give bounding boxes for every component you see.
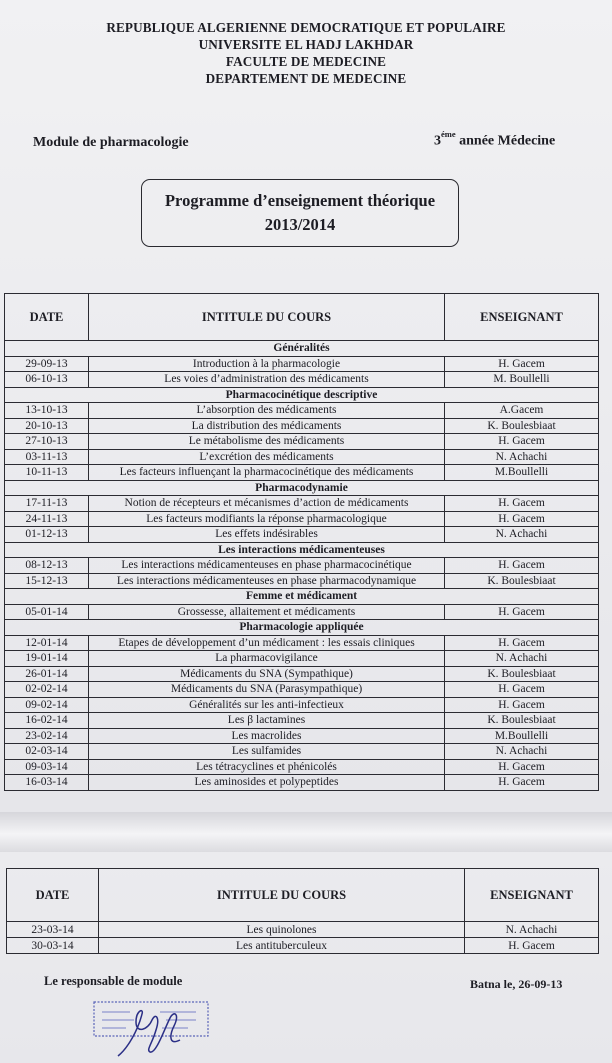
course-teacher: K. Boulesbiaat (445, 713, 599, 729)
column-header-title: INTITULE DU COURS (89, 294, 445, 341)
course-teacher: K. Boulesbiaat (445, 573, 599, 589)
course-title: L’excrétion des médicaments (89, 449, 445, 465)
course-teacher: M. Boullelli (445, 372, 599, 388)
course-title: Les β lactamines (89, 713, 445, 729)
course-title: Médicaments du SNA (Sympathique) (89, 666, 445, 682)
course-title: Les antituberculeux (99, 938, 465, 954)
course-date: 29-09-13 (5, 356, 89, 372)
header-department: DEPARTEMENT DE MEDECINE (205, 71, 407, 86)
section-title: Pharmacocinétique descriptive (5, 387, 599, 403)
course-title: L’absorption des médicaments (89, 403, 445, 419)
header-republic: REPUBLIQUE ALGERIENNE DEMOCRATIQUE ET POPULAIRE (106, 20, 506, 35)
course-title: Etapes de développement d’un médicament : les essais cliniques (89, 635, 445, 651)
course-teacher: H. Gacem (445, 697, 599, 713)
course-date: 09-02-14 (5, 697, 89, 713)
course-date: 10-11-13 (5, 465, 89, 481)
course-teacher: H. Gacem (445, 511, 599, 527)
course-date: 06-10-13 (5, 372, 89, 388)
section-row (5, 589, 599, 605)
table-header-row (7, 869, 599, 922)
course-date: 20-10-13 (5, 418, 89, 434)
table-row (5, 418, 599, 434)
course-title: Les macrolides (89, 728, 445, 744)
course-teacher: H. Gacem (445, 759, 599, 775)
course-teacher: N. Achachi (445, 744, 599, 760)
stamp-frame (94, 1002, 208, 1036)
course-title: Les effets indésirables (89, 527, 445, 543)
course-teacher: N. Achachi (465, 922, 599, 938)
module-responsible-label: Le responsable de module (44, 974, 183, 988)
course-teacher: H. Gacem (445, 434, 599, 450)
section-title: Les interactions médicamenteuses (5, 542, 599, 558)
course-title: Médicaments du SNA (Parasympathique) (89, 682, 445, 698)
stamp-and-signature (90, 1000, 212, 1060)
place-and-date: Batna le, 26-09-13 (470, 977, 563, 991)
table-row (5, 573, 599, 589)
course-title: Notion de récepteurs et mécanismes d’action de médicaments (89, 496, 445, 512)
column-header-date: DATE (5, 294, 89, 341)
column-header-teacher: ENSEIGNANT (445, 294, 599, 341)
course-title: Les aminosides et polypeptides (89, 775, 445, 791)
course-teacher: N. Achachi (445, 449, 599, 465)
course-date: 08-12-13 (5, 558, 89, 574)
course-title: Les facteurs modifiants la réponse pharmacologique (89, 511, 445, 527)
course-title: Les quinolones (99, 922, 465, 938)
course-teacher: H. Gacem (445, 558, 599, 574)
course-date: 09-03-14 (5, 759, 89, 775)
table-row (5, 635, 599, 651)
course-date: 02-02-14 (5, 682, 89, 698)
section-row (5, 387, 599, 403)
course-title: Les sulfamides (89, 744, 445, 760)
course-teacher: H. Gacem (445, 356, 599, 372)
page-separator (0, 812, 612, 852)
course-title: Les voies d’administration des médicaments (89, 372, 445, 388)
signature (118, 1011, 180, 1056)
course-teacher: H. Gacem (445, 775, 599, 791)
course-date: 23-02-14 (5, 728, 89, 744)
section-title: Généralités (5, 341, 599, 357)
course-title: Les interactions médicamenteuses en phase pharmacodynamique (89, 573, 445, 589)
course-teacher: H. Gacem (465, 938, 599, 954)
module-name: Module de pharmacologie (33, 135, 189, 150)
table-row (5, 604, 599, 620)
table-row (5, 434, 599, 450)
course-date: 16-03-14 (5, 775, 89, 791)
table-row (5, 558, 599, 574)
table-row (5, 372, 599, 388)
course-date: 15-12-13 (5, 573, 89, 589)
course-teacher: N. Achachi (445, 651, 599, 667)
section-row (5, 542, 599, 558)
section-row (5, 341, 599, 357)
header-university: UNIVERSITE EL HADJ LAKHDAR (198, 37, 414, 52)
course-date: 27-10-13 (5, 434, 89, 450)
course-date: 13-10-13 (5, 403, 89, 419)
study-year-number: 3 (434, 133, 441, 149)
table-row (5, 775, 599, 791)
course-title: Les interactions médicamenteuses en phase pharmacocinétique (89, 558, 445, 574)
course-date: 23-03-14 (7, 922, 99, 938)
table-header-row (5, 294, 599, 341)
course-date: 26-01-14 (5, 666, 89, 682)
column-header-teacher: ENSEIGNANT (465, 869, 599, 922)
course-title: La distribution des médicaments (89, 418, 445, 434)
course-teacher: H. Gacem (445, 604, 599, 620)
course-title: Grossesse, allaitement et médicaments (89, 604, 445, 620)
course-date: 16-02-14 (5, 713, 89, 729)
course-schedule-table-continued (6, 868, 599, 954)
course-date: 12-01-14 (5, 635, 89, 651)
table-row (5, 356, 599, 372)
course-date: 01-12-13 (5, 527, 89, 543)
table-row (5, 682, 599, 698)
header-faculty: FACULTE DE MEDECINE (225, 54, 387, 69)
course-teacher: H. Gacem (445, 635, 599, 651)
table-row (5, 511, 599, 527)
institution-header (0, 19, 612, 87)
table-row (5, 713, 599, 729)
table-row (5, 759, 599, 775)
table-row (5, 651, 599, 667)
course-teacher: H. Gacem (445, 682, 599, 698)
study-year-label: année Médecine (455, 133, 556, 149)
table-row (5, 496, 599, 512)
programme-title: Programme d’enseignement théorique (164, 191, 436, 210)
course-teacher: K. Boulesbiaat (445, 418, 599, 434)
course-date: 24-11-13 (5, 511, 89, 527)
course-title: Les facteurs influençant la pharmacocinétique des médicaments (89, 465, 445, 481)
course-teacher: M.Boullelli (445, 465, 599, 481)
table-row (5, 744, 599, 760)
column-header-title: INTITULE DU COURS (99, 869, 465, 922)
course-teacher: H. Gacem (445, 496, 599, 512)
course-teacher: K. Boulesbiaat (445, 666, 599, 682)
course-date: 02-03-14 (5, 744, 89, 760)
table-row (5, 527, 599, 543)
course-date: 17-11-13 (5, 496, 89, 512)
course-teacher: N. Achachi (445, 527, 599, 543)
course-teacher: A.Gacem (445, 403, 599, 419)
table-row (5, 728, 599, 744)
table-row (5, 403, 599, 419)
course-title: La pharmacovigilance (89, 651, 445, 667)
course-teacher: M.Boullelli (445, 728, 599, 744)
section-row (5, 620, 599, 636)
column-header-date: DATE (7, 869, 99, 922)
course-date: 03-11-13 (5, 449, 89, 465)
course-date: 19-01-14 (5, 651, 89, 667)
course-date: 30-03-14 (7, 938, 99, 954)
table-row (5, 449, 599, 465)
course-schedule-table (4, 293, 599, 791)
study-year-suffix: éme (441, 129, 456, 139)
course-title: Introduction à la pharmacologie (89, 356, 445, 372)
section-title: Pharmacologie appliquée (5, 620, 599, 636)
table-row (5, 666, 599, 682)
course-title: Le métabolisme des médicaments (89, 434, 445, 450)
course-title: Les tétracyclines et phénicolés (89, 759, 445, 775)
section-title: Pharmacodynamie (5, 480, 599, 496)
study-year (434, 131, 555, 150)
course-date: 05-01-14 (5, 604, 89, 620)
programme-title-box (141, 179, 459, 247)
table-row (5, 465, 599, 481)
section-row (5, 480, 599, 496)
programme-year: 2013/2014 (264, 215, 336, 234)
table-row (7, 938, 599, 954)
table-row (5, 697, 599, 713)
course-title: Généralités sur les anti-infectieux (89, 697, 445, 713)
section-title: Femme et médicament (5, 589, 599, 605)
table-row (7, 922, 599, 938)
